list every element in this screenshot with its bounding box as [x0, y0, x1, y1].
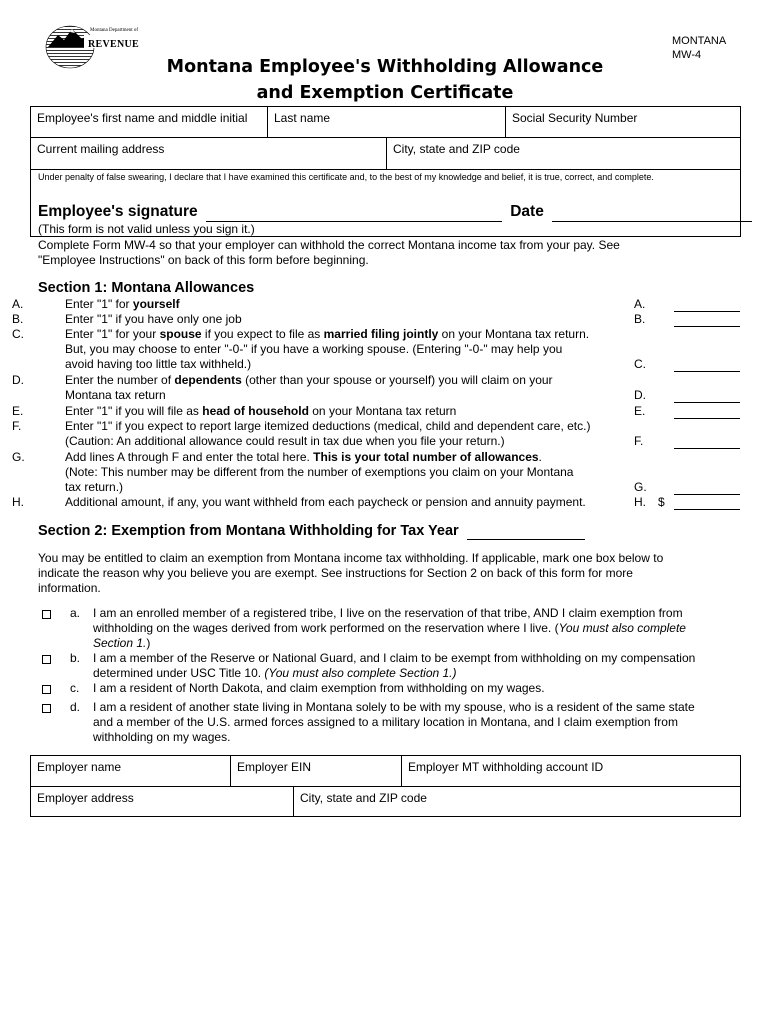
line-g-input[interactable] [674, 494, 740, 495]
line-g-letter: G. [12, 450, 25, 464]
line-c-right-label: C. [634, 357, 646, 371]
line-h-text: Additional amount, if any, you want withheld from each paycheck or pension and annuity payment. [65, 495, 586, 509]
intro-line-2: "Employee Instructions" on back of this form before beginning. [38, 253, 369, 267]
line-e-right-label: E. [634, 404, 646, 418]
page-title [150, 54, 620, 106]
mailing-address-field[interactable] [31, 138, 386, 169]
line-c-input[interactable] [674, 371, 740, 372]
revenue-logo [44, 25, 140, 71]
exemption-a-text: I am an enrolled member of a registered tribe, I live on the reservation of that tribe, AND I claim exemption from withholding on the wages derived from work performed on the reservation where I live. (You must also complete Section 1.) [93, 606, 686, 650]
exemption-b-text: I am a member of the Reserve or National Guard, and I claim to be exempt from withholding on my compensation determined under USC Title 10. (You must also complete Section 1.) [93, 651, 696, 680]
intro-line-1: Complete Form MW-4 so that your employer can withhold the correct Montana income tax from your pay. See [38, 238, 620, 252]
exemption-d-letter: d. [70, 700, 81, 714]
line-a-text: Enter "1" for yourself [65, 297, 180, 311]
exemption-c-checkbox[interactable] [42, 685, 51, 694]
employer-name-field[interactable] [31, 756, 230, 786]
line-d-letter: D. [12, 373, 24, 387]
employer-ein-label: Employer EIN [237, 760, 312, 774]
line-d-text: Enter the number of dependents (other than your spouse or yourself) you will claim on your Montana tax return [65, 373, 553, 402]
line-h-input[interactable] [674, 509, 740, 510]
line-f-letter: F. [12, 419, 22, 433]
form-number: MW-4 [672, 49, 702, 61]
form-identifier [672, 34, 726, 62]
title-line-1: Montana Employee's Withholding Allowance [166, 57, 604, 77]
signature-label: Employee's signature [38, 203, 198, 220]
last-name-field[interactable] [268, 107, 505, 137]
exemption-c-letter: c. [70, 681, 80, 695]
mailing-address-label: Current mailing address [37, 142, 165, 156]
exemption-b-checkbox[interactable] [42, 655, 51, 664]
employer-account-id-label: Employer MT withholding account ID [408, 760, 604, 774]
date-label: Date [510, 203, 544, 220]
employer-info-box [30, 755, 741, 817]
line-d-right-label: D. [634, 388, 646, 402]
section2-heading-row [38, 523, 585, 540]
intro-text [38, 238, 620, 268]
employee-info-box [30, 106, 741, 237]
employer-city-state-zip-field[interactable] [294, 787, 740, 816]
exemption-a-checkbox[interactable] [42, 610, 51, 619]
title-line-2: and Exemption Certificate [256, 83, 514, 103]
line-h-letter: H. [12, 495, 24, 509]
employer-address-label: Employer address [37, 791, 134, 805]
line-b-right-label: B. [634, 312, 646, 326]
signature-field[interactable] [206, 203, 502, 222]
city-state-zip-field[interactable] [387, 138, 740, 169]
employer-ein-field[interactable] [231, 756, 401, 786]
state-label: MONTANA [672, 35, 727, 47]
signature-line [38, 203, 752, 222]
logo-department-text: Montana Department of [90, 28, 139, 33]
dollar-sign: $ [658, 495, 665, 509]
exemption-a-letter: a. [70, 606, 81, 620]
ssn-field[interactable] [506, 107, 740, 137]
line-c-letter: C. [12, 327, 24, 341]
line-a-letter: A. [12, 297, 24, 311]
line-e-input[interactable] [674, 418, 740, 419]
employer-name-label: Employer name [37, 760, 122, 774]
city-state-zip-label: City, state and ZIP code [393, 142, 520, 156]
line-b-text: Enter "1" if you have only one job [65, 312, 242, 326]
line-b-letter: B. [12, 312, 24, 326]
exemption-d-text: I am a resident of another state living in Montana solely to be with my spouse, who is a resident of the same state and a member of the U.S. armed forces assigned to a military location in Montana, and I claim exemption from withholding on my wages. [93, 700, 695, 744]
logo-revenue-text: REVENUE [88, 39, 139, 50]
line-e-text: Enter "1" if you will file as head of household on your Montana tax return [65, 404, 457, 418]
line-a-input[interactable] [674, 311, 740, 312]
last-name-label: Last name [274, 111, 331, 125]
employer-account-id-field[interactable] [402, 756, 740, 786]
line-g-right-label: G. [634, 480, 647, 494]
exemption-c-text: I am a resident of North Dakota, and claim exemption from withholding on my wages. [93, 681, 545, 695]
date-field[interactable] [552, 203, 752, 222]
first-name-field[interactable] [31, 107, 267, 137]
section2-intro: You may be entitled to claim an exemption from Montana income tax withholding. If applicable, mark one box below to indicate the reason why you believe you are exempt. See instructions for Section 2 on back of this form for more information. [38, 551, 664, 595]
employer-city-state-zip-label: City, state and ZIP code [300, 791, 427, 805]
line-h-right-label: H. [634, 495, 646, 509]
line-d-input[interactable] [674, 402, 740, 403]
employer-address-field[interactable] [31, 787, 293, 816]
section2-heading: Section 2: Exemption from Montana Withholding for Tax Year [38, 523, 459, 539]
section1-heading: Section 1: Montana Allowances [38, 280, 255, 296]
line-f-right-label: F. [634, 434, 644, 448]
penalty-statement: Under penalty of false swearing, I declare that I have examined this certificate and, to the best of my knowledge and belief, it is true, correct, and complete. [38, 172, 654, 182]
ssn-label: Social Security Number [512, 111, 638, 125]
line-e-letter: E. [12, 404, 24, 418]
line-g-text: Add lines A through F and enter the total here. This is your total number of allowances. (Note: This number may be different from the number of exemptions you claim on your Montana tax return.) [65, 450, 574, 494]
tax-year-field[interactable] [467, 523, 585, 540]
line-a-right-label: A. [634, 297, 646, 311]
line-c-text: Enter "1" for your spouse if you expect to file as married filing jointly on your Montana tax return. But, you may choose to enter "-0-" if you have a working spouse. (Entering "-0-" may help you avoid having too little tax withheld.) [65, 327, 590, 371]
validity-note: (This form is not valid unless you sign it.) [38, 222, 255, 236]
line-b-input[interactable] [674, 326, 740, 327]
line-f-input[interactable] [674, 448, 740, 449]
exemption-b-letter: b. [70, 651, 81, 665]
exemption-d-checkbox[interactable] [42, 704, 51, 713]
line-f-text: Enter "1" if you expect to report large itemized deductions (medical, child and dependent care, etc.) (Caution: An additional allowance could result in tax due when you file your return.) [65, 419, 591, 448]
first-name-label: Employee's first name and middle initial [37, 111, 248, 125]
